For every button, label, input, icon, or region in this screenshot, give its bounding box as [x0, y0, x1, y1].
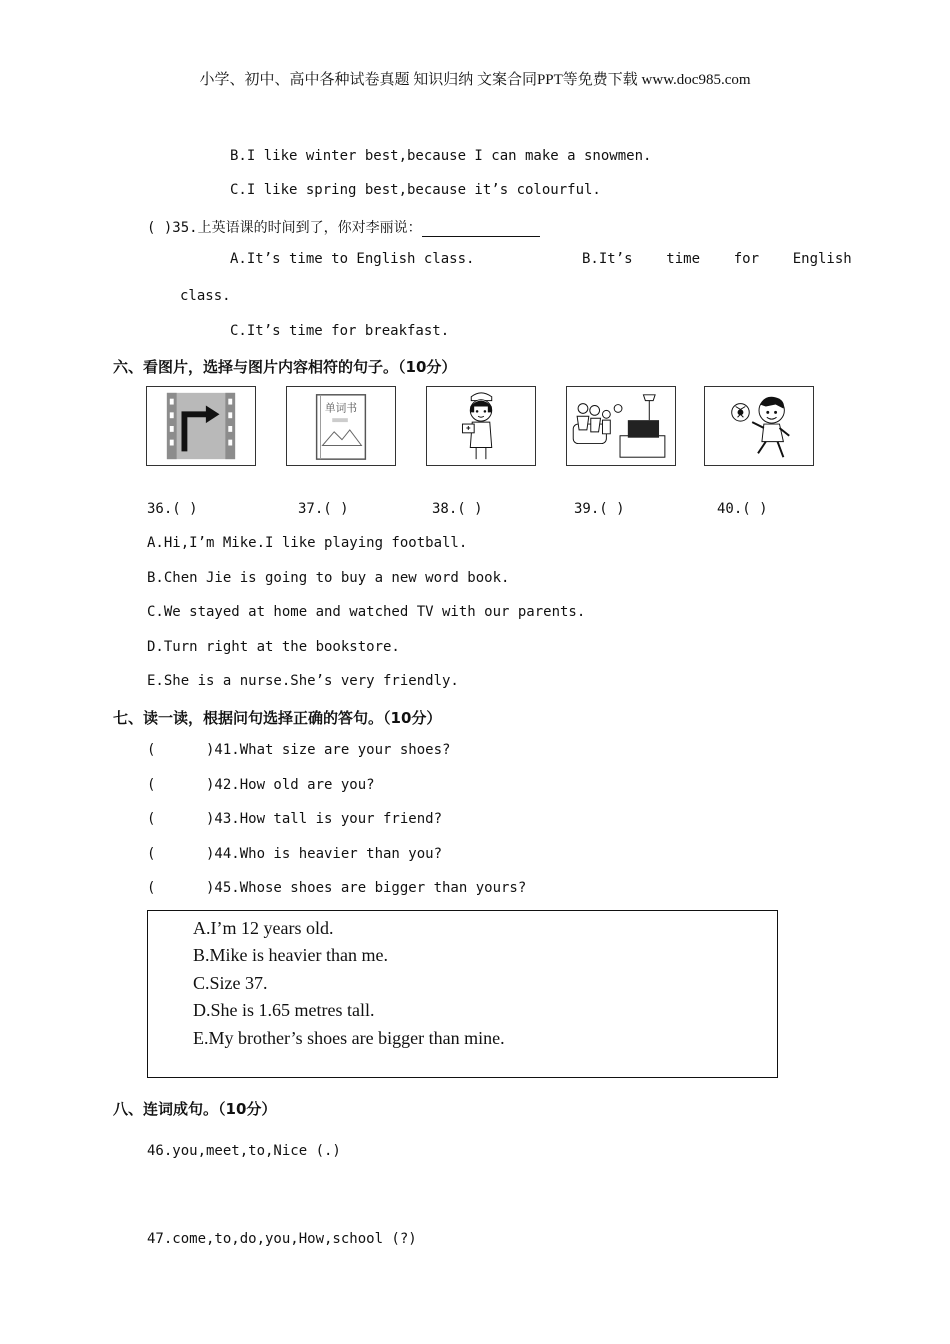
answer-e: E.My brother’s shoes are bigger than mine.: [193, 1028, 505, 1048]
blank-36[interactable]: 36.( ): [147, 501, 198, 517]
blank-40[interactable]: 40.( ): [717, 501, 768, 517]
section6-option-a: A.Hi,I’m Mike.I like playing football.: [147, 535, 468, 551]
answer-a: A.I’m 12 years old.: [193, 918, 334, 938]
answer-d: D.She is 1.65 metres tall.: [193, 1000, 375, 1020]
answer-c: C.Size 37.: [193, 973, 268, 993]
picture-40: [704, 386, 814, 466]
nurse-icon: [427, 387, 535, 465]
blank-37[interactable]: 37.( ): [298, 501, 349, 517]
section6-title: 六、看图片，选择与图片内容相符的句子。（10分）: [113, 358, 457, 376]
section6-option-c: C.We stayed at home and watched TV with our parents.: [147, 604, 586, 620]
question-42: ( )42.How old are you?: [147, 777, 375, 793]
section6-option-d: D.Turn right at the bookstore.: [147, 639, 400, 655]
picture-39: [566, 386, 676, 466]
question-45: ( )45.Whose shoes are bigger than yours?: [147, 880, 527, 896]
answer-b: B.Mike is heavier than me.: [193, 945, 388, 965]
q35-question: [147, 217, 540, 237]
word-book-label: 单词书: [324, 401, 358, 415]
q35-option-a: A.It’s time to English class.: [230, 251, 475, 267]
page-header: 小学、初中、高中各种试卷真题 知识归纳 文案合同PPT等免费下载 www.doc985.com: [199, 72, 751, 88]
question-43: ( )43.How tall is your friend?: [147, 811, 443, 827]
q35-prefix: ( )35.上英语课的时间到了，你对李丽说：: [147, 220, 422, 236]
section8-title: 八、连词成句。（10分）: [113, 1100, 277, 1118]
section6-option-b: B.Chen Jie is going to buy a new word book.: [147, 570, 510, 586]
blank-38[interactable]: 38.( ): [432, 501, 483, 517]
section6-option-e: E.She is a nurse.She’s very friendly.: [147, 673, 459, 689]
boy-football-icon: [705, 387, 813, 465]
picture-38: [426, 386, 536, 466]
question-46: 46.you,meet,to,Nice (.): [147, 1143, 341, 1159]
picture-36: [146, 386, 256, 466]
q35-option-c: C.It’s time for breakfast.: [230, 323, 450, 339]
q34-option-c: C.I like spring best,because it’s colourful.: [230, 182, 601, 198]
question-41: ( )41.What size are your shoes?: [147, 742, 451, 758]
question-47: 47.come,to,do,you,How,school (?): [147, 1231, 417, 1247]
section7-title: 七、读一读，根据问句选择正确的答句。（10分）: [113, 709, 442, 727]
family-watching-tv-icon: [567, 387, 675, 465]
q34-option-b: B.I like winter best,because I can make a snowmen.: [230, 148, 652, 164]
blank-39[interactable]: 39.( ): [574, 501, 625, 517]
q35-option-b-continued: class.: [180, 288, 231, 304]
q35-answer-blank[interactable]: [422, 222, 540, 237]
q35-option-b: B.It’s time for English: [582, 251, 852, 267]
picture-37: [286, 386, 396, 466]
turn-right-sign-icon: [147, 387, 255, 465]
question-44: ( )44.Who is heavier than you?: [147, 846, 443, 862]
answer-options-box: [147, 910, 778, 1078]
word-book-icon: [287, 387, 395, 465]
